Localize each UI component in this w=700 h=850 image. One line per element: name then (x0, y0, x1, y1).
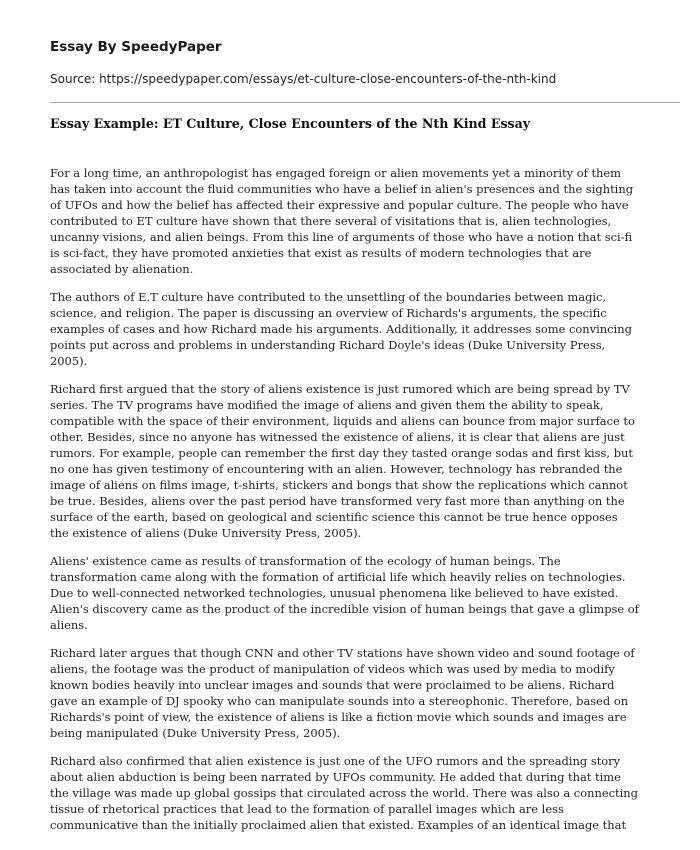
paragraph-line: communicative than the initially proclaimed alien that existed. Examples of an identical image that (50, 818, 627, 832)
paragraph-line: rumors. For example, people can remember the first day they tasted orange sodas and first kiss, but (50, 446, 633, 460)
paragraph-line: Richard first argued that the story of aliens existence is just rumored which are being spread by TV (50, 382, 630, 396)
paragraph-line: Aliens' existence came as results of transformation of the ecology of human beings. The (50, 554, 561, 568)
paragraph (50, 645, 682, 741)
paragraph (50, 753, 682, 833)
essay-body (50, 165, 682, 833)
paragraph-line: Richard later argues that though CNN and other TV stations have shown video and sound footage of (50, 646, 635, 660)
paragraph-line: uncanny visions, and alien beings. From this line of arguments of those who have a notion that sci-fi (50, 230, 633, 244)
paragraph-line: gave an example of DJ spooky who can manipulate sounds into a stereophonic. Therefore, based on (50, 694, 629, 708)
paragraph-line: surface of the earth, based on geological and scientific science this cannot be true hence opposes (50, 510, 618, 524)
paragraph-line: about alien abduction is being been narrated by UFOs community. He added that during that time (50, 770, 621, 784)
paragraph-line: compatible with the space of their environment, liquids and aliens can bounce from major surface to (50, 414, 635, 428)
paragraph-line: Richards's point of view, the existence of aliens is like a fiction movie which sounds and images are (50, 710, 627, 724)
paragraph-line: aliens, the footage was the product of manipulation of videos which was used by media to modify (50, 662, 615, 676)
paragraph-line: transformation came along with the formation of artificial life which heavily relies on technologies. (50, 570, 626, 584)
document-page (50, 38, 682, 845)
paragraph (50, 381, 682, 541)
paragraph-line: the existence of aliens (Duke University Press, 2005). (50, 526, 362, 540)
paragraph-line: The authors of E.T culture have contributed to the unsettling of the boundaries between magic, (50, 290, 607, 304)
paragraph-line: examples of cases and how Richard made his arguments. Additionally, it addresses some convincing (50, 322, 632, 336)
source-line: Source: https://speedypaper.com/essays/et-culture-close-encounters-of-the-nth-kind (50, 72, 557, 86)
paragraph-line: other. Besides, since no anyone has witnessed the existence of aliens, it is clear that aliens are just (50, 430, 625, 444)
paragraph (50, 165, 682, 277)
paragraph-line: has taken into account the fluid communities who have a belief in alien's presences and the sighting (50, 182, 634, 196)
paragraph-line: Due to well-connected networked technologies, unusual phenomena like believed to have existed. (50, 586, 619, 600)
paragraph-line: Richard also confirmed that alien existence is just one of the UFO rumors and the spreading story (50, 754, 621, 768)
paragraph-line: no one has given testimony of encountering with an alien. However, technology has rebranded the (50, 462, 623, 476)
paragraph-line: aliens. (50, 618, 88, 632)
paragraph (50, 289, 682, 369)
paragraph-line: is sci-fact, they have promoted anxieties that exist as results of modern technologies that are (50, 246, 592, 260)
paragraph-line: image of aliens on films image, t-shirts, stickers and bongs that show the replications which cannot (50, 478, 628, 492)
brand-title: Essay By SpeedyPaper (50, 39, 222, 55)
divider (50, 102, 680, 103)
paragraph-line: series. The TV programs have modified the image of aliens and given them the ability to speak, (50, 398, 604, 412)
paragraph-line: For a long time, an anthropologist has engaged foreign or alien movements yet a minority of them (50, 166, 622, 180)
paragraph-line: of UFOs and how the belief has affected their expressive and popular culture. The people who have (50, 198, 629, 212)
paragraph-line: being manipulated (Duke University Press, 2005). (50, 726, 341, 740)
paragraph-line: points put across and problems in understanding Richard Doyle's ideas (Duke University Press, (50, 338, 606, 352)
essay-title: Essay Example: ET Culture, Close Encounters of the Nth Kind Essay (50, 116, 531, 131)
paragraph-line: be true. Besides, aliens over the past period have transformed very fast more than anything on the (50, 494, 625, 508)
paragraph-line: the village was made up global gossips that circulated across the world. There was also a connecting (50, 786, 638, 800)
paragraph-line: associated by alienation. (50, 262, 194, 276)
paragraph-line: tissue of rhetorical practices that lead to the formation of parallel images which are less (50, 802, 564, 816)
paragraph-line: 2005). (50, 354, 88, 368)
paragraph-line: science, and religion. The paper is discussing an overview of Richards's arguments, the specific (50, 306, 607, 320)
paragraph (50, 553, 682, 633)
paragraph-line: contributed to ET culture have shown that there several of visitations that is, alien technologies, (50, 214, 612, 228)
paragraph-line: Alien's discovery came as the product of the incredible vision of human beings that gave a glimpse of (50, 602, 639, 616)
paragraph-line: known bodies heavily into unclear images and sounds that were proclaimed to be aliens. Richard (50, 678, 615, 692)
